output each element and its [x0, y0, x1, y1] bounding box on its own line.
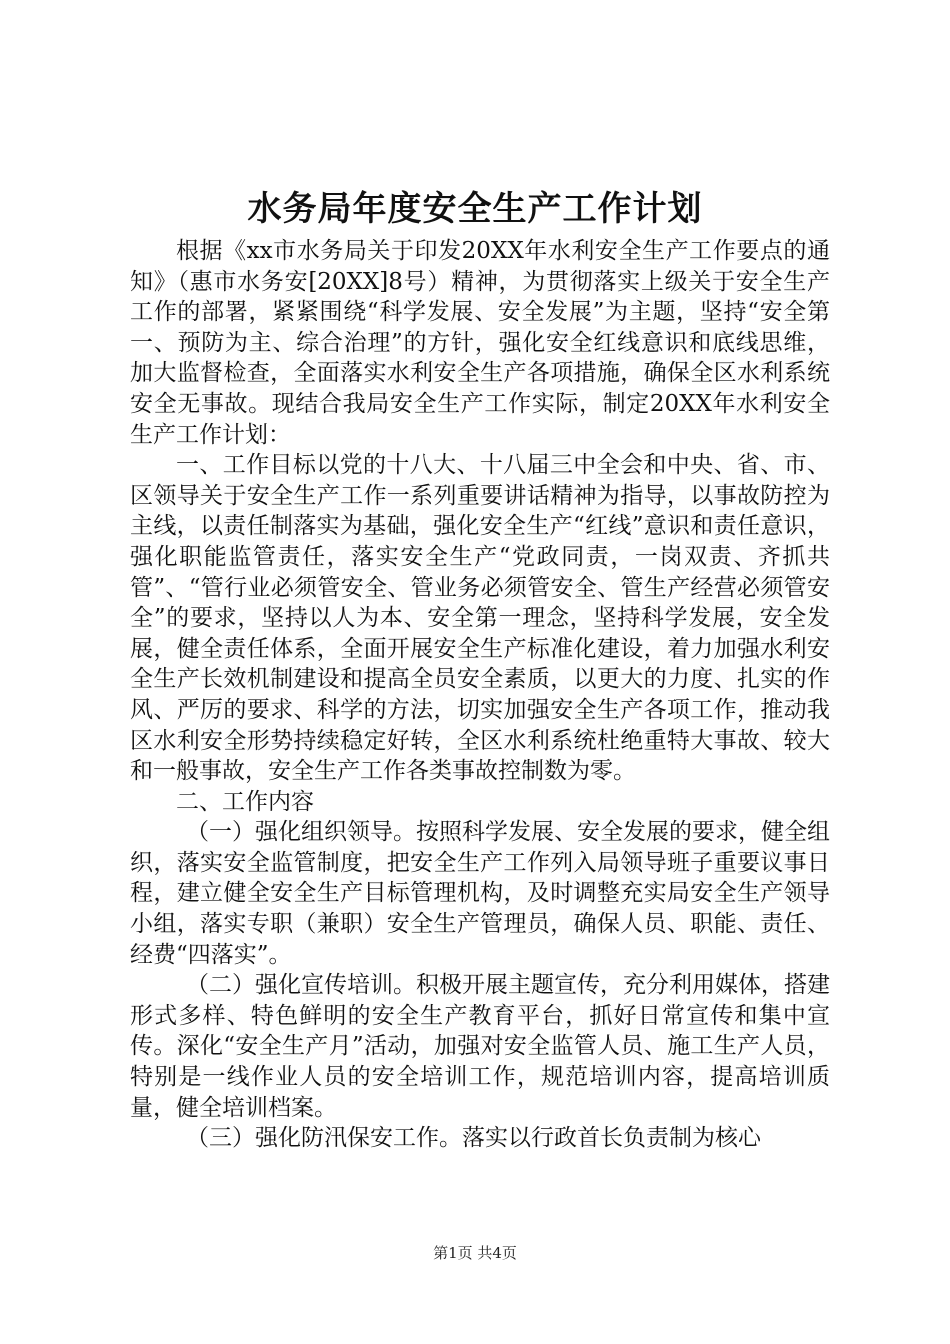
work-content-heading: 二、工作内容 — [176, 788, 314, 815]
work-goal-paragraph: 一、工作目标以党的十八大、十八届三中全会和中央、省、市、区领导关于安全生产工作一系列重要讲话精神为指导，以事故防控为主线，以责任制落实为基础，强化安全生产“红线”意识和责任意识，强化职能监管责任，落实安全生产“党政同责，一岗双责、齐抓共管”、“管行业必须管安全、管业务必须管安全、管生产经营必须管安全”的要求，坚持以人为本、安全第一理念，坚持科学发展，安全发展，健全责任体系，全面开展安全生产标准化建设，着力加强水利安全生产长效机制建设和提高全员安全素质，以更大的力度、扎实的作风、严厉的要求、科学的方法，切实加强安全生产各项工作，推动我区水利安全形势持续稳定好转，全区水利系统杜绝重特大事故、较大和一般事故，安全生产工作各类事故控制数为零。 — [130, 452, 830, 785]
document-body — [130, 236, 830, 1154]
flood-control-paragraph: （三）强化防汛保安工作。落实以行政首长负责制为核心 — [186, 1125, 761, 1152]
intro-paragraph: 根据《xx市水务局关于印发20XX年水利安全生产工作要点的通知》（惠市水务安[20XX]8号）精神，为贯彻落实上级关于安全生产工作的部署，紧紧围绕“科学发展、安全发展”为主题，坚持“安全第一、预防为主、综合治理”的方针，强化安全红线意识和底线思维，加大监督检查，全面落实水利安全生产各项措施，确保全区水利系统安全无事故。现结合我局安全生产工作实际，制定20XX年水利安全生产工作计划： — [130, 238, 830, 448]
publicity-training-paragraph: （二）强化宣传培训。积极开展主题宣传，充分利用媒体，搭建形式多样、特色鲜明的安全生产教育平台，抓好日常宣传和集中宣传。深化“安全生产月”活动，加强对安全监管人员、施工生产人员，特别是一线作业人员的安全培训工作，规范培训内容，提高培训质量，健全培训档案。 — [130, 972, 830, 1121]
document-title: 水务局年度安全生产工作计划 — [247, 189, 703, 229]
organization-leadership-paragraph: （一）强化组织领导。按照科学发展、安全发展的要求，健全组织，落实安全监管制度，把安全生产工作列入局领导班子重要议事日程，建立健全安全生产目标管理机构，及时调整充实局安全生产领导小组，落实专职（兼职）安全生产管理员，确保人员、职能、责任、经费“四落实”。 — [130, 819, 830, 968]
page-footer: 第1页 共4页 — [433, 1244, 517, 1262]
